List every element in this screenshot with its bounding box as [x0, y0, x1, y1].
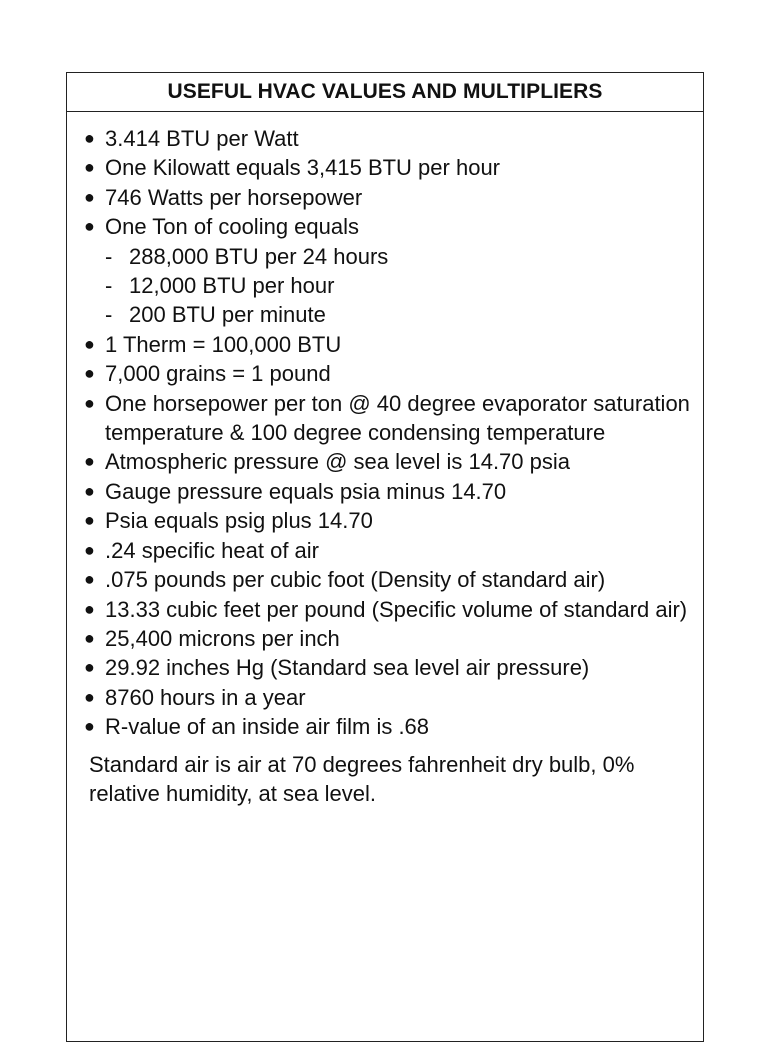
list-item: [67, 212, 703, 330]
list-item-text: Psia equals psig plus 14.70: [105, 508, 373, 534]
list-item-text: 1 Therm = 100,000 BTU: [105, 331, 342, 357]
dash-icon: -: [105, 302, 113, 328]
list-item: [67, 153, 703, 182]
list-item: [67, 477, 703, 506]
bullet-icon: ●: [84, 716, 95, 737]
list-item: [67, 565, 703, 594]
bullet-icon: ●: [84, 451, 95, 472]
bullet-icon: ●: [84, 157, 95, 178]
bullet-icon: ●: [84, 333, 95, 354]
sub-list-item-text: 288,000 BTU per 24 hours: [129, 243, 389, 269]
list-item: [67, 447, 703, 476]
dash-icon: -: [105, 243, 113, 269]
bullet-icon: ●: [84, 627, 95, 648]
list-item-text: 13.33 cubic feet per pound (Specific volume of standard air): [105, 596, 688, 622]
bullet-icon: ●: [84, 657, 95, 678]
box-title: USEFUL HVAC VALUES AND MULTIPLIERS: [67, 73, 703, 112]
ton-sublist: [105, 242, 695, 330]
values-list: [67, 124, 703, 742]
list-item-text: Gauge pressure equals psia minus 14.70: [105, 478, 507, 504]
sub-list-item: [105, 271, 695, 300]
bullet-icon: ●: [84, 598, 95, 619]
list-item: [67, 124, 703, 153]
list-item: [67, 330, 703, 359]
list-item-text: 746 Watts per horsepower: [105, 184, 363, 210]
list-item-text: R-value of an inside air film is .68: [105, 714, 430, 740]
list-item-text: 29.92 inches Hg (Standard sea level air pressure): [105, 655, 590, 681]
bullet-icon: ●: [84, 510, 95, 531]
bullet-icon: ●: [84, 363, 95, 384]
sub-list-item-text: 200 BTU per minute: [129, 302, 326, 328]
sub-list-item: [105, 300, 695, 329]
list-item: [67, 683, 703, 712]
hvac-values-box: [66, 72, 704, 1042]
list-item-text: One horsepower per ton @ 40 degree evaporator saturation temperature & 100 degree condensing temperature: [105, 390, 690, 446]
bullet-icon: ●: [84, 686, 95, 707]
list-item: [67, 536, 703, 565]
list-item-text: .24 specific heat of air: [105, 537, 320, 563]
list-item-text: 8760 hours in a year: [105, 684, 306, 710]
list-item: [67, 506, 703, 535]
list-item: [67, 653, 703, 682]
bullet-icon: ●: [84, 128, 95, 148]
dash-icon: -: [105, 273, 113, 299]
bullet-icon: ●: [84, 186, 95, 207]
sub-list-item: [105, 242, 695, 271]
list-item: [67, 624, 703, 653]
list-item-text: 25,400 microns per inch: [105, 625, 340, 651]
list-item-text: 3.414 BTU per Watt: [105, 126, 299, 151]
sub-list-item-text: 12,000 BTU per hour: [129, 273, 335, 299]
list-item-text: One Ton of cooling equals: [105, 214, 359, 240]
list-item-text: .075 pounds per cubic foot (Density of standard air): [105, 567, 606, 593]
list-item: [67, 389, 703, 448]
list-item: [67, 712, 703, 741]
list-item-text: One Kilowatt equals 3,415 BTU per hour: [105, 155, 501, 181]
bullet-icon: ●: [84, 216, 95, 237]
list-item-text: 7,000 grains = 1 pound: [105, 361, 331, 387]
bullet-icon: ●: [84, 480, 95, 501]
list-item: [67, 359, 703, 388]
list-item: [67, 595, 703, 624]
bullet-icon: ●: [84, 392, 95, 413]
list-item: [67, 183, 703, 212]
standard-air-note: Standard air is air at 70 degrees fahrenheit dry bulb, 0% relative humidity, at sea level.: [89, 751, 635, 806]
bullet-icon: ●: [84, 569, 95, 590]
list-item-text: Atmospheric pressure @ sea level is 14.70 psia: [105, 449, 570, 475]
bullet-icon: ●: [84, 539, 95, 560]
